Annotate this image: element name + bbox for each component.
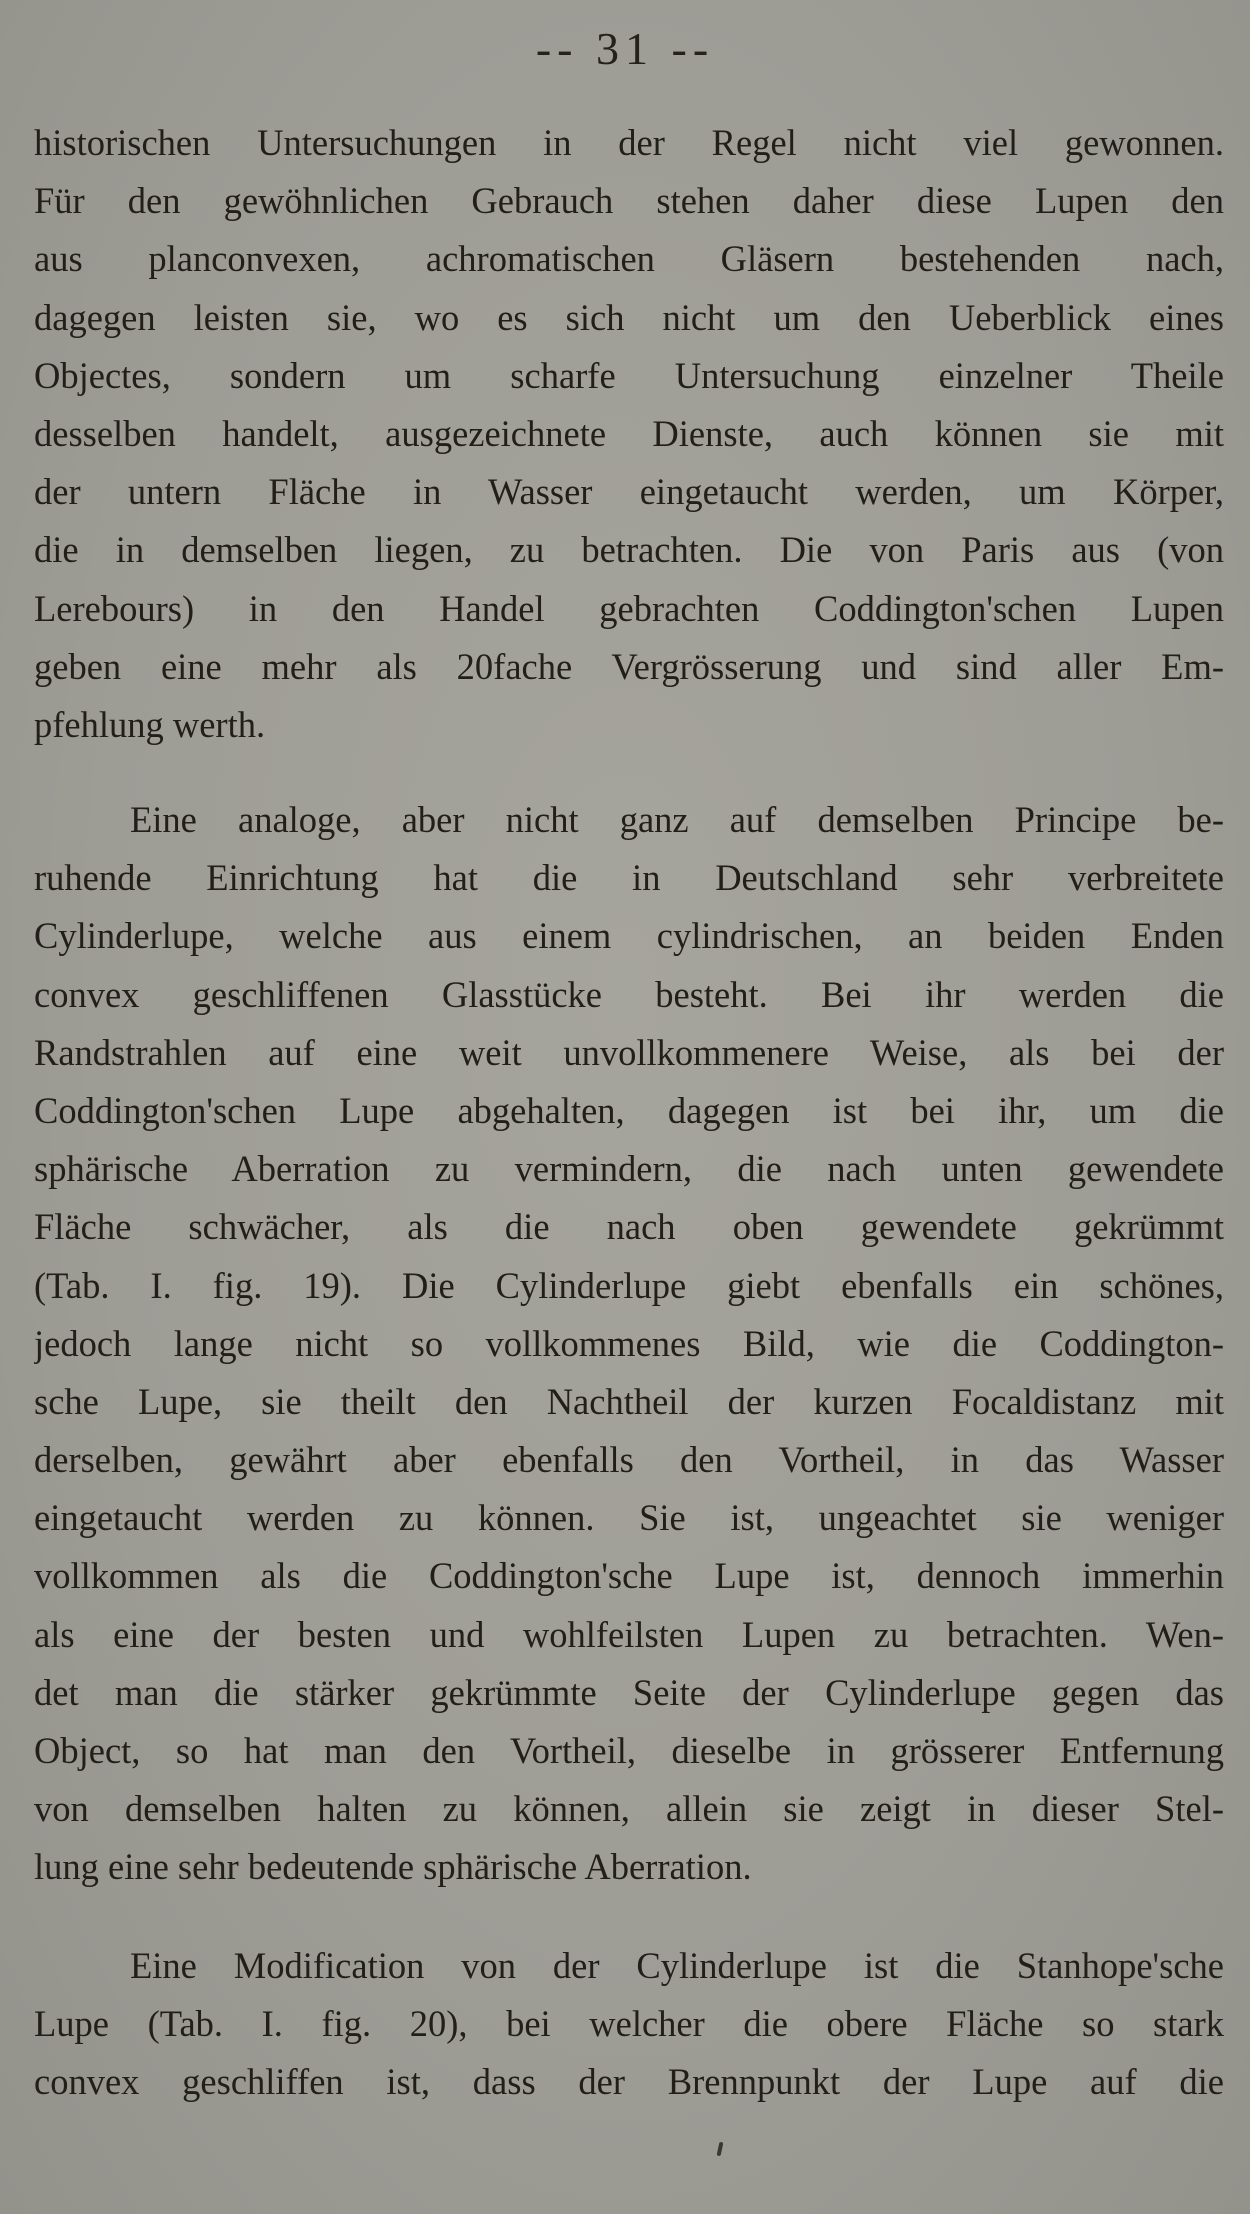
paragraph-2 [34,791,1224,1897]
text-line: sche Lupe, sie theilt den Nachtheil der kurzen Focaldistanz mit [34,1380,1224,1422]
text-line: derselben, gewährt aber ebenfalls den Vortheil, in das Wasser [34,1439,1224,1481]
text-line: pfehlung werth. [34,703,266,745]
text-line: eingetaucht werden zu können. Sie ist, ungeachtet sie weniger [34,1497,1224,1539]
text-line: geben eine mehr als 20fache Vergrösserung und sind aller Em- [34,645,1224,687]
text-line: Eine analoge, aber nicht ganz auf demselben Principe be- [130,799,1224,840]
paragraph-1 [34,114,1224,754]
text-line: desselben handelt, ausgezeichnete Dienste, auch können sie mit [34,412,1224,454]
text-line: sphärische Aberration zu vermindern, die nach unten gewendete [34,1148,1224,1190]
text-line: aus planconvexen, achromatischen Gläsern bestehenden nach, [34,238,1224,280]
text-line: det man die stärker gekrümmte Seite der Cylinderlupe gegen das [34,1671,1224,1713]
page-number-header: -- 31 -- [535,23,715,74]
text-line: Cylinderlupe, welche aus einem cylindrischen, an beiden Enden [34,915,1224,957]
text-line: Object, so hat man den Vortheil, dieselbe in grösserer Entfernung [34,1730,1224,1771]
text-line: Eine Modification von der Cylinderlupe ist die Stanhope'sche [130,1945,1224,1986]
paragraph-3 [34,1937,1224,2112]
text-line: (Tab. I. fig. 19). Die Cylinderlupe giebt ebenfalls ein schönes, [34,1264,1224,1306]
ink-speck [717,2142,724,2157]
text-line: jedoch lange nicht so vollkommenes Bild, wie die Coddington- [34,1322,1224,1364]
text-line: Lupe (Tab. I. fig. 20), bei welcher die obere Fläche so stark [34,2003,1224,2045]
text-line: convex geschliffenen Glasstücke besteht. Bei ihr werden die [34,973,1224,1015]
text-line: vollkommen als die Coddington'sche Lupe ist, dennoch immerhin [34,1555,1224,1597]
text-line: von demselben halten zu können, allein sie zeigt in dieser Stel- [34,1788,1224,1830]
text-line: lung eine sehr bedeutende sphärische Aberration. [34,1846,752,1888]
text-line: ruhende Einrichtung hat die in Deutschland sehr verbreitete [34,857,1224,899]
text-line: als eine der besten und wohlfeilsten Lupen zu betrachten. Wen- [34,1613,1224,1655]
text-line: Coddington'schen Lupe abgehalten, dagegen ist bei ihr, um die [34,1089,1224,1131]
text-line: Randstrahlen auf eine weit unvollkommenere Weise, als bei der [34,1031,1224,1073]
text-line: die in demselben liegen, zu betrachten. Die von Paris aus (von [34,529,1224,571]
text-line: Fläche schwächer, als die nach oben gewendete gekrümmt [34,1206,1224,1248]
text-line: Objectes, sondern um scharfe Untersuchung einzelner Theile [34,354,1224,396]
text-line: historischen Untersuchungen in der Regel nicht viel gewonnen. [34,122,1224,163]
text-line: Für den gewöhnlichen Gebrauch stehen daher diese Lupen den [34,180,1224,222]
text-line: dagegen leisten sie, wo es sich nicht um den Ueberblick eines [34,296,1224,338]
text-line: Lerebours) in den Handel gebrachten Coddington'schen Lupen [34,587,1224,629]
text-line: der untern Fläche in Wasser eingetaucht werden, um Körper, [34,471,1224,513]
text-line: convex geschliffen ist, dass der Brennpunkt der Lupe auf die [34,2061,1224,2103]
